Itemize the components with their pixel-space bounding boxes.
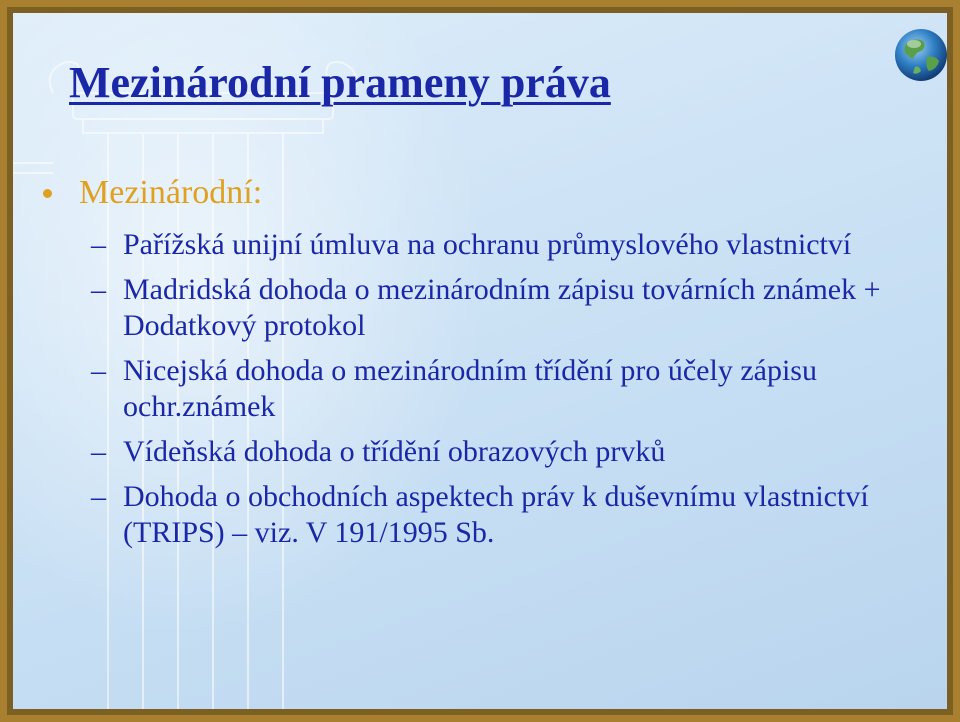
list-item-text: Madridská dohoda o mezinárodním zápisu továrních známek + Dodatkový protokol	[123, 273, 881, 342]
section-heading: Mezinárodní:	[79, 174, 263, 211]
list-item-text: Nicejská dohoda o mezinárodním třídění pro účely zápisu ochr.známek	[123, 354, 817, 423]
dash-icon: –	[91, 435, 106, 468]
dash-icon: –	[91, 228, 106, 261]
list-item-text: Vídeňská dohoda o třídění obrazových prvků	[123, 435, 666, 468]
list-item	[43, 434, 933, 470]
list-item	[43, 479, 933, 551]
slide-background	[13, 13, 947, 709]
dash-icon: –	[91, 354, 106, 387]
slide-content	[43, 173, 933, 560]
slide-title: Mezinárodní prameny práva	[69, 58, 611, 107]
list-item	[43, 272, 933, 344]
section-bullet	[43, 173, 933, 213]
globe-icon	[893, 27, 947, 83]
dash-icon: –	[91, 480, 106, 513]
dash-icon: –	[91, 273, 106, 306]
list-item-text: Pařížská unijní úmluva na ochranu průmyslového vlastnictví	[123, 228, 852, 261]
list-item	[43, 353, 933, 425]
bullet-dot-icon	[43, 189, 52, 198]
list-item	[43, 227, 933, 263]
list-item-text: Dohoda o obchodních aspektech práv k duševnímu vlastnictví (TRIPS) – viz. V 191/1995 Sb.	[123, 480, 869, 549]
